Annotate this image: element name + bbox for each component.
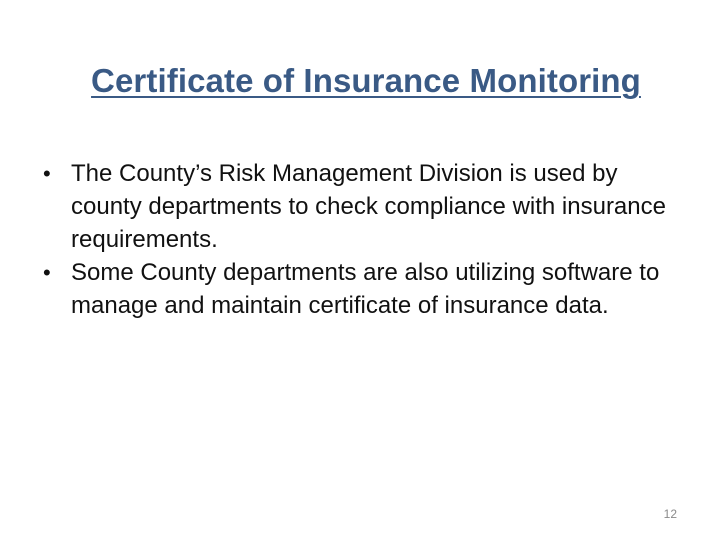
slide-title: Certificate of Insurance Monitoring	[91, 62, 641, 99]
bullet-text: The County’s Risk Management Division is used by county departments to check compliance with insurance requirements.	[71, 160, 666, 253]
bullet-item	[43, 256, 683, 322]
slide-number: 12	[663, 507, 677, 521]
bullet-item	[43, 157, 683, 256]
bullet-dot-icon: •	[43, 161, 51, 186]
bullet-dot-icon: •	[43, 260, 51, 285]
bullet-list	[43, 157, 683, 322]
bullet-text: Some County departments are also utilizing software to manage and maintain certificate of insurance data.	[71, 259, 660, 319]
